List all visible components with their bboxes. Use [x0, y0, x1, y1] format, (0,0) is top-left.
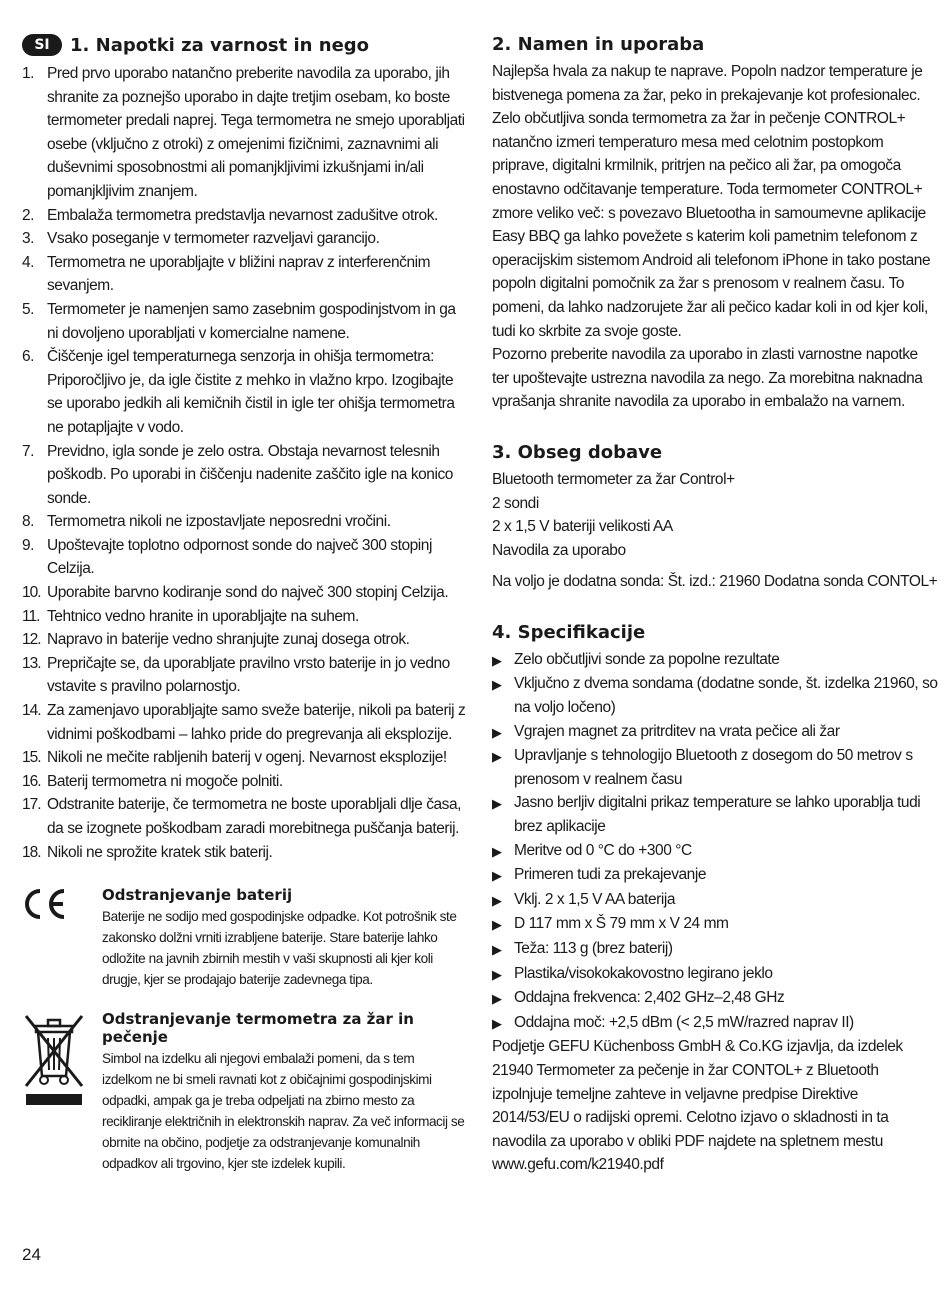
spec-item-text: Vključno z dvema sondama (dodatne sonde, št. izdelka 21960, so na voljo ločeno) — [514, 675, 938, 717]
safety-item-number: 14. — [22, 702, 41, 720]
spec-item — [492, 648, 938, 673]
triangle-bullet-icon: ▶ — [492, 796, 502, 812]
safety-item — [22, 605, 467, 629]
delivery-list — [492, 468, 938, 562]
safety-item-text: Termometra nikoli ne izpostavljate neposredni vročini. — [47, 513, 391, 531]
language-badge: SI — [22, 34, 62, 56]
triangle-bullet-icon: ▶ — [492, 652, 502, 668]
spec-item — [492, 744, 938, 791]
triangle-bullet-icon: ▶ — [492, 724, 502, 740]
safety-item — [22, 510, 467, 534]
spec-item-text: Jasno berljiv digitalni prikaz temperature se lahko uporablja tudi brez aplikacije — [514, 794, 921, 836]
safety-item-text: Uporabite barvno kodiranje sond do največ 300 stopinj Celzija. — [47, 584, 449, 602]
spec-item-text: Plastika/visokokakovostno legirano jeklo — [514, 964, 773, 982]
triangle-bullet-icon: ▶ — [492, 991, 502, 1007]
safety-item-text: Prepričajte se, da uporabljate pravilno vrsto baterije in jo vedno vstavite s pravilno polarnostjo. — [47, 654, 450, 696]
section-4-title: 4. Specifikacije — [492, 621, 646, 643]
ce-mark-icon — [22, 886, 102, 990]
battery-disposal — [22, 886, 467, 990]
spec-item-text: Teža: 113 g (brez baterij) — [514, 940, 673, 957]
delivery-item: 2 sondi — [492, 494, 539, 512]
delivery-item: 2 x 1,5 V bateriji velikosti AA — [492, 518, 673, 536]
section-4 — [492, 622, 938, 1177]
triangle-bullet-icon: ▶ — [492, 917, 502, 933]
section-3-title: 3. Obseg dobave — [492, 441, 663, 463]
section-1-header — [22, 34, 467, 56]
conformity-declaration: Podjetje GEFU Küchenboss GmbH & Co.KG izjavlja, da izdelek 21940 Termometer za pečenje in žar CONTOL+ z Bluetooth izpolnjuje temeljne zahteve in veljavne predpise Direktive 2014/53/EU o radijski opremi. Celotno izjavo o skladnosti in ta navodila za uporabo v obliki PDF najdete na spletnem mestu www.gefu.com/k21940.pdf — [492, 1038, 903, 1174]
safety-item-text: Nikoli ne sprožite kratek stik baterij. — [47, 843, 273, 861]
safety-item — [22, 251, 467, 298]
safety-item-number: 3. — [22, 230, 35, 248]
safety-item-number: 6. — [22, 348, 35, 366]
crossed-bin-icon — [22, 1010, 102, 1174]
spec-item — [492, 863, 938, 888]
safety-item-text: Termometer je namenjen samo zasebnim gospodinjstvom in ga ni dovoljeno uporabljati v komercialne namene. — [47, 300, 456, 342]
triangle-bullet-icon: ▶ — [492, 942, 502, 957]
safety-item-number: 18. — [22, 843, 41, 861]
spec-item — [492, 912, 938, 937]
battery-disposal-text: Baterije ne sodijo med gospodinjske odpadke. Kot potrošnik ste zakonsko dolžni vrniti izrabljene baterije. Stare baterije lahko odložite na javnih zbirnih mestih v vaši skupnosti ali kjer koli drugje, kjer se prodajajo baterije zadevnega tipa. — [102, 909, 457, 988]
spec-item — [492, 839, 938, 864]
spec-item-text: Vgrajen magnet za pritrditev na vrata pečice ali žar — [514, 722, 840, 740]
spec-item-text: Zelo občutljivi sonde za popolne rezultate — [514, 650, 780, 668]
spec-item — [492, 791, 938, 838]
safety-item-number: 8. — [22, 513, 35, 531]
safety-item-text: Previdno, igla sonde je zelo ostra. Obstaja nevarnost telesnih poškodb. Po uporabi in čiščenju nadenite zaščito igle na konico sonde. — [47, 442, 453, 507]
spec-list — [492, 648, 938, 1036]
thermometer-disposal-text: Simbol na izdelku ali njegovi embalaži pomeni, da s tem izdelkom ne bi smeli ravnati kot z običajnimi gospodinjskimi odpadki, ampak ga je treba odpeljati na zbirno mesto za recikliranje električnih in elektronskih naprav. Za več informacij se obrnite na občino, podjetje za odstranjevanje komunalnih odpadkov ali trgovino, kjer ste izdelek kupili. — [102, 1051, 465, 1172]
safety-item-number: 2. — [22, 206, 35, 224]
spec-item — [492, 1011, 938, 1036]
safety-item-number: 4. — [22, 253, 35, 271]
safety-item — [22, 534, 467, 581]
triangle-bullet-icon: ▶ — [492, 966, 502, 982]
safety-item-text: Termometra ne uporabljajte v bližini naprav z interferenčnim sevanjem. — [47, 253, 431, 295]
triangle-bullet-icon: ▶ — [492, 749, 502, 765]
safety-item-text: Embalaža termometra predstavlja nevarnost zadušitve otrok. — [47, 206, 438, 224]
delivery-item: Bluetooth termometer za žar Control+ — [492, 470, 735, 488]
safety-item — [22, 699, 467, 746]
safety-list — [22, 62, 467, 864]
safety-item-number: 7. — [22, 442, 35, 460]
triangle-bullet-icon: ▶ — [492, 843, 502, 859]
spec-item-text: Meritve od 0 °C do +300 °C — [514, 841, 692, 859]
safety-item-text: Nikoli ne mečite rabljenih baterij v ogenj. Nevarnost eksplozije! — [47, 749, 447, 767]
safety-item — [22, 793, 467, 840]
safety-item — [22, 770, 467, 794]
spec-item-text: D 117 mm x Š 79 mm x V 24 mm — [514, 915, 729, 933]
triangle-bullet-icon: ▶ — [492, 892, 502, 908]
safety-item — [22, 345, 467, 439]
safety-item — [22, 62, 467, 204]
battery-disposal-title: Odstranjevanje baterij — [102, 886, 293, 905]
safety-item-text: Čiščenje igel temperaturnega senzorja in ohišja termometra: Priporočljivo je, da igle čistite z mehko in vlažno krpo. Izogibajte se uporabo jedkih ali kemičnih čistil in igle ter ohišja termometra ne potapljajte v vodo. — [47, 348, 455, 436]
safety-item-text: Odstranite baterije, če termometra ne boste uporabljali dlje časa, da se izognete poškodbam zaradi morebitnega puščanja baterij. — [47, 796, 462, 837]
spec-item-text: Primeren tudi za prekajevanje — [514, 866, 706, 884]
section-2-paragraph-2: Pozorno preberite navodila za uporabo in zlasti varnostne napotke ter upoštevajte ustrezna navodila za nego. Za morebitna naknadna vprašanja shranite navodila za uporabo in embalažo na varnem. — [492, 346, 923, 411]
thermometer-disposal-title: Odstranjevanje termometra za žar in pečenje — [102, 1010, 414, 1047]
safety-item — [22, 746, 467, 770]
safety-item — [22, 298, 467, 345]
triangle-bullet-icon: ▶ — [492, 1015, 502, 1031]
safety-item-number: 10. — [22, 584, 41, 602]
page-number: 24 — [22, 1245, 41, 1264]
safety-item — [22, 628, 467, 652]
spec-item — [492, 986, 938, 1011]
safety-item — [22, 841, 467, 865]
safety-item — [22, 227, 467, 251]
section-2 — [492, 34, 938, 414]
left-column — [22, 34, 467, 1174]
safety-item-text: Vsako poseganje v termometer razveljavi garancijo. — [47, 230, 380, 248]
triangle-bullet-icon: ▶ — [492, 868, 502, 884]
safety-item-number: 11. — [22, 607, 40, 625]
spec-item — [492, 937, 938, 962]
safety-item-text: Baterij termometra ni mogoče polniti. — [47, 772, 283, 790]
safety-item-text: Za zamenjavo uporabljajte samo sveže baterije, nikoli pa baterij z vidnimi poškodbami – lahko pride do pregrevanja ali eksplozije. — [47, 702, 466, 743]
spec-item — [492, 962, 938, 987]
safety-item-number: 13. — [22, 654, 41, 672]
thermometer-disposal — [22, 1010, 467, 1174]
triangle-bullet-icon: ▶ — [492, 677, 502, 693]
safety-item-text: Napravo in baterije vedno shranjujte zunaj dosega otrok. — [47, 631, 410, 649]
spec-item — [492, 888, 938, 913]
section-2-paragraph-1: Najlepša hvala za nakup te naprave. Popoln nadzor temperature je bistvenega pomena za žar, peko in prekajevanje kot profesionalec. Zelo občutljiva sonda termometra za žar in pečenje CONTROL+ natančno izmeri temperaturo mesa med celotnim postopkom priprave, digitalni krmilnik, pritrjen na pečico ali žar, pa omogoča enostavno odčitavanje temperature. Toda termometer CONTROL+ zmore veliko več: s povezavo Bluetootha in samoumevne aplikacije Easy BBQ ga lahko povežete s katerim koli pametnim telefonom z operacijskim sistemom Android ali telefonom iPhone in tako postane popoln digitalni pomočnik za žar s prenosom v realnem času. To pomeni, da lahko nadzorujete žar ali pečico kadar koli in od kjer koli, tudi ko skrbite za svoje goste. — [492, 63, 931, 340]
section-3 — [492, 442, 938, 594]
safety-item-number: 1. — [22, 65, 35, 82]
spec-item-text: Oddajna moč: +2,5 dBm (< 2,5 mW/razred naprav II) — [514, 1013, 854, 1031]
spec-item-text: Oddajna frekvenca: 2,402 GHz–2,48 GHz — [514, 989, 785, 1007]
delivery-item: Navodila za uporabo — [492, 541, 626, 559]
safety-item-number: 5. — [22, 300, 35, 318]
safety-item — [22, 652, 467, 699]
spec-item-text: Upravljanje s tehnologijo Bluetooth z dosegom do 50 metrov s prenosom v realnem času — [514, 747, 913, 788]
safety-item-number: 12. — [22, 631, 41, 649]
safety-item-number: 16. — [22, 772, 41, 790]
spec-item — [492, 720, 938, 745]
safety-item — [22, 581, 467, 605]
safety-item-text: Tehtnico vedno hranite in uporabljajte na suhem. — [47, 607, 359, 625]
safety-item-text: Pred prvo uporabo natančno preberite navodila za uporabo, jih shranite za poznejšo uporabo in dajte tretjim osebam, ko boste termometer predali naprej. Tega termometra ne smejo uporabljati osebe (vključno z otroki) z omejenimi fizičnimi, zaznavnimi ali duševnimi sposobnostmi ali pomanjkljivimi izkušnjami in/ali pomanjkljivim znanjem. — [47, 65, 465, 200]
safety-item-number: 15. — [22, 749, 41, 767]
section-2-title: 2. Namen in uporaba — [492, 34, 705, 55]
safety-item — [22, 440, 467, 511]
section-1-title: 1. Napotki za varnost in nego — [70, 34, 370, 56]
spec-item — [492, 672, 938, 719]
safety-item-text: Upoštevajte toplotno odpornost sonde do največ 300 stopinj Celzija. — [47, 536, 432, 578]
safety-item — [22, 204, 467, 228]
right-column — [492, 34, 938, 1199]
safety-item-number: 9. — [22, 536, 35, 554]
extra-probe-note: Na voljo je dodatna sonda: Št. izd.: 21960 Dodatna sonda CONTOL+ — [492, 573, 938, 591]
spec-item-text: Vklj. 2 x 1,5 V AA baterija — [514, 890, 676, 908]
safety-item-number: 17. — [22, 796, 41, 814]
